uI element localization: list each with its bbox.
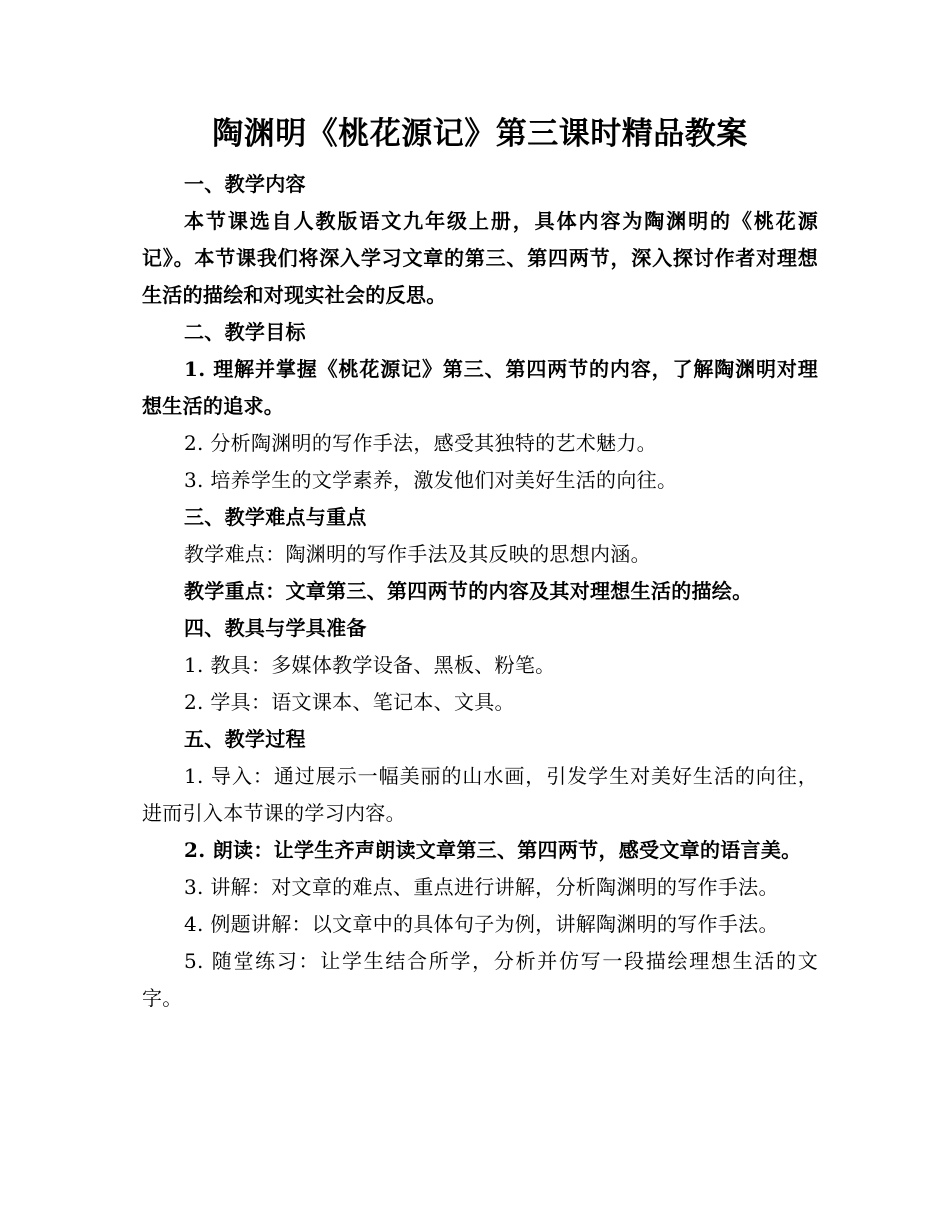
section-heading-process: 五、教学过程 <box>184 727 306 751</box>
process-item-4: 4. 例题讲解：以文章中的具体句子为例，讲解陶渊明的写作手法。 <box>184 912 779 936</box>
process-item-3: 3. 讲解：对文章的难点、重点进行讲解，分析陶渊明的写作手法。 <box>184 875 779 899</box>
process-item-2: 2. 朗读：让学生齐声朗读文章第三、第四两节，感受文章的语言美。 <box>184 838 802 862</box>
objective-item-3: 3. 培养学生的文学素养，激发他们对美好生活的向往。 <box>184 468 678 492</box>
teaching-difficulty: 教学难点：陶渊明的写作手法及其反映的思想内涵。 <box>184 542 651 566</box>
section-heading-materials: 四、教具与学具准备 <box>184 616 367 640</box>
objective-item-2: 2. 分析陶渊明的写作手法，感受其独特的艺术魅力。 <box>184 431 657 455</box>
materials-item-2: 2. 学具：语文课本、笔记本、文具。 <box>184 690 515 714</box>
paragraph-content-intro: 本节课选自人教版语文九年级上册，具体内容为陶渊明的《桃花源记》。本节课我们将深入学习文章的第三、第四两节，深入探讨作者对理想生活的描绘和对现实社会的反思。 <box>142 209 818 307</box>
teaching-focus: 教学重点：文章第三、第四两节的内容及其对理想生活的描绘。 <box>184 579 753 603</box>
section-heading-difficulties: 三、教学难点与重点 <box>184 505 367 529</box>
objective-item-1: 1. 理解并掌握《桃花源记》第三、第四两节的内容，了解陶渊明对理想生活的追求。 <box>142 357 818 418</box>
process-item-1: 1. 导入：通过展示一幅美丽的山水画，引发学生对美好生活的向往，进而引入本节课的学习内容。 <box>142 764 818 825</box>
process-item-5: 5. 随堂练习：让学生结合所学，分析并仿写一段描绘理想生活的文字。 <box>142 949 818 1010</box>
document-title: 陶渊明《桃花源记》第三课时精品教案 <box>212 116 748 152</box>
section-heading-content: 一、教学内容 <box>184 172 306 196</box>
materials-item-1: 1. 教具：多媒体教学设备、黑板、粉笔。 <box>184 653 556 677</box>
section-heading-objectives: 二、教学目标 <box>184 320 306 344</box>
